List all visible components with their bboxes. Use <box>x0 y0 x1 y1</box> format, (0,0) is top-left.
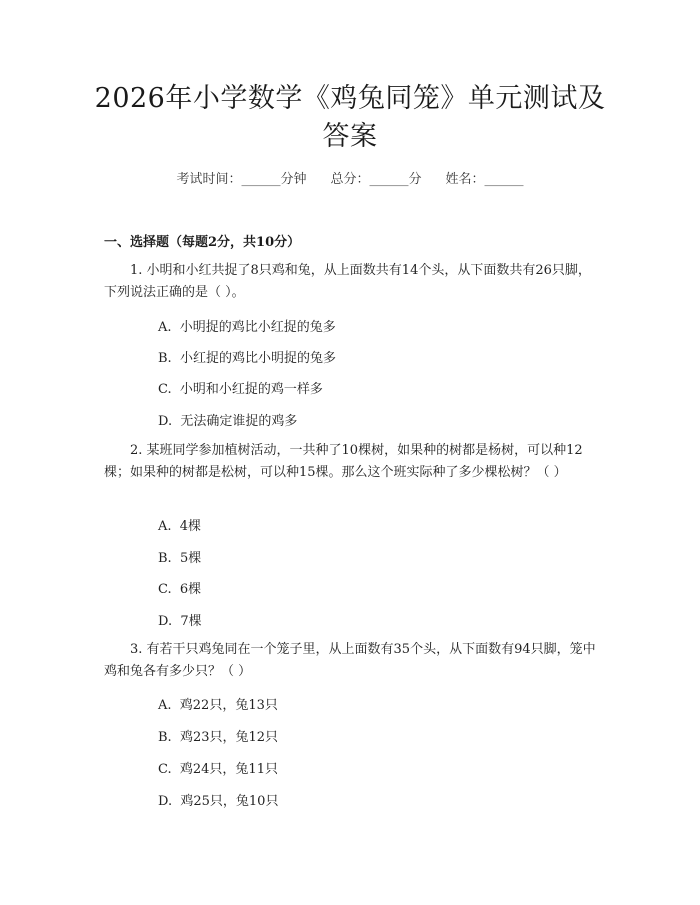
question-2-option-c: C. 6棵 <box>158 582 202 597</box>
exam-meta <box>0 168 700 187</box>
question-1-stem: 1. 小明和小红共捉了8只鸡和兔，从上面数共有14个头，从下面数共有26只脚，下列说法正确的是（ ）。 <box>104 263 591 300</box>
question-2-option-b: B. 5棵 <box>158 551 202 566</box>
question-2-option-a: A. 4棵 <box>158 519 202 534</box>
question-3-option-b: B. 鸡23只，兔12只 <box>158 730 279 745</box>
total-score-field: 总分：______分 <box>330 172 422 187</box>
question-3-option-d: D. 鸡25只，兔10只 <box>158 794 279 809</box>
question-1-option-d: D. 无法确定谁捉的鸡多 <box>158 414 298 429</box>
student-name-field: 姓名：______ <box>445 172 524 187</box>
section-title-choice: 一、选择题（每题2分，共10分） <box>104 235 301 250</box>
question-3-option-c: C. 鸡24只，兔11只 <box>158 762 278 777</box>
question-1-option-b: B. 小红捉的鸡比小明捉的兔多 <box>158 351 336 366</box>
question-3-option-a: A. 鸡22只，兔13只 <box>158 698 278 713</box>
question-1-option-a: A. 小明捉的鸡比小红捉的兔多 <box>158 320 336 335</box>
page-title: 2026年小学数学《鸡兔同笼》单元测试及答案 <box>94 83 606 152</box>
question-2-option-d: D. 7棵 <box>158 614 202 629</box>
question-2-stem: 2. 某班同学参加植树活动，一共种了10棵树，如果种的树都是杨树，可以种12棵；如果种的树都是松树，可以种15棵。那么这个班实际种了多少棵松树？（ ） <box>104 443 583 480</box>
exam-time-field: 考试时间：______分钟 <box>176 172 307 187</box>
question-1-option-c: C. 小明和小红捉的鸡一样多 <box>158 382 323 397</box>
question-3-stem: 3. 有若干只鸡兔同在一个笼子里，从上面数有35个头，从下面数有94只脚，笼中鸡和兔各有多少只？（ ） <box>104 642 596 679</box>
